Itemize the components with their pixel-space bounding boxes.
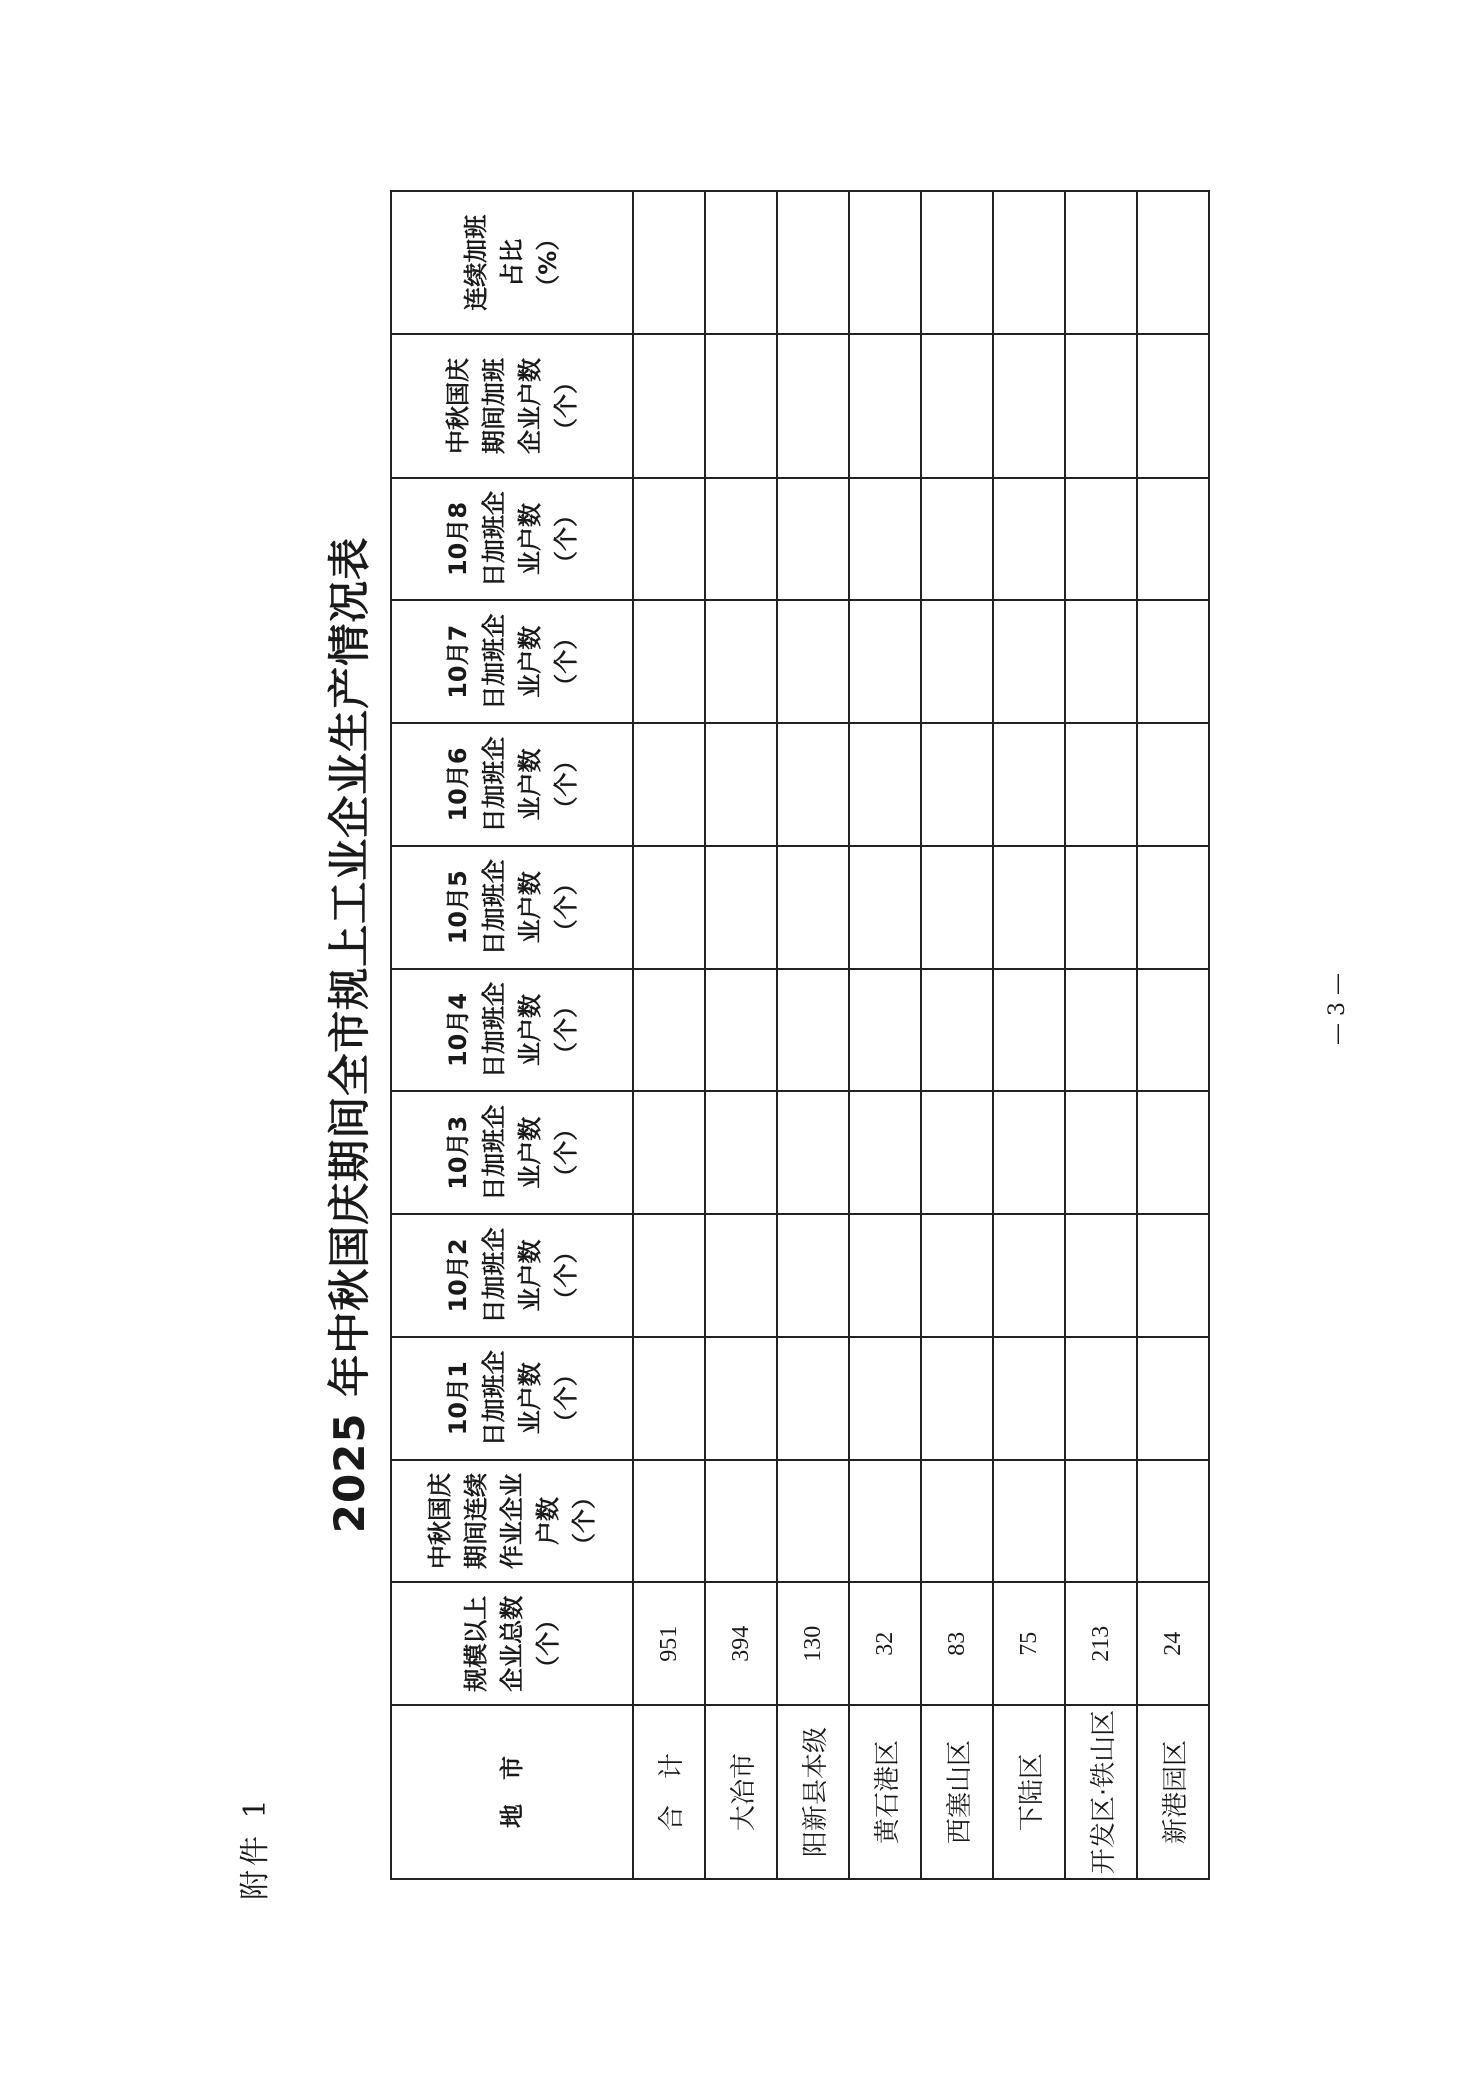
empty-cell [633, 1337, 705, 1460]
empty-cell [1137, 969, 1209, 1092]
table-row [993, 191, 1065, 1879]
empty-cell [849, 191, 921, 334]
empty-cell [705, 846, 777, 969]
empty-cell [1137, 723, 1209, 846]
empty-cell [921, 1214, 993, 1337]
empty-cell [777, 191, 849, 334]
page-number: — 3 — [1325, 973, 1350, 1045]
total-cell: 130 [777, 1582, 849, 1705]
empty-cell [993, 1460, 1065, 1583]
empty-cell [705, 1214, 777, 1337]
empty-cell [849, 969, 921, 1092]
empty-cell [1137, 600, 1209, 723]
total-cell: 75 [993, 1582, 1065, 1705]
page-title: 2025 年中秋国庆期间全市规上工业企业生产情况表 [325, 536, 374, 1534]
empty-cell [777, 334, 849, 477]
empty-cell [921, 334, 993, 477]
empty-cell [705, 600, 777, 723]
empty-cell [633, 723, 705, 846]
empty-cell [705, 191, 777, 334]
empty-cell [921, 1337, 993, 1460]
production-table [390, 190, 1210, 1880]
empty-cell [777, 1460, 849, 1583]
empty-cell [849, 1091, 921, 1214]
total-cell: 951 [633, 1582, 705, 1705]
empty-cell [921, 846, 993, 969]
empty-cell [1137, 1091, 1209, 1214]
empty-cell [705, 1460, 777, 1583]
empty-cell [921, 478, 993, 601]
empty-cell [705, 969, 777, 1092]
table-header-row [391, 191, 633, 1879]
empty-cell [1137, 846, 1209, 969]
empty-cell [849, 478, 921, 601]
header-continuous-enterprises: 中秋国庆期间连续作业企业户数（个） [391, 1460, 633, 1583]
table-row [1137, 191, 1209, 1879]
header-total-enterprises: 规模以上企业总数（个） [391, 1582, 633, 1705]
empty-cell [633, 334, 705, 477]
empty-cell [777, 478, 849, 601]
empty-cell [705, 334, 777, 477]
empty-cell [993, 478, 1065, 601]
table-row [777, 191, 849, 1879]
empty-cell [1065, 969, 1137, 1092]
empty-cell [921, 1091, 993, 1214]
empty-cell [849, 334, 921, 477]
empty-cell [633, 1214, 705, 1337]
total-cell: 32 [849, 1582, 921, 1705]
empty-cell [777, 723, 849, 846]
empty-cell [993, 191, 1065, 334]
empty-cell [1065, 600, 1137, 723]
region-cell: 合 计 [633, 1705, 705, 1879]
total-cell: 24 [1137, 1582, 1209, 1705]
empty-cell [921, 600, 993, 723]
empty-cell [1065, 1337, 1137, 1460]
empty-cell [705, 1337, 777, 1460]
empty-cell [1137, 1214, 1209, 1337]
empty-cell [849, 1460, 921, 1583]
empty-cell [993, 969, 1065, 1092]
empty-cell [633, 1460, 705, 1583]
table-row [849, 191, 921, 1879]
empty-cell [777, 600, 849, 723]
empty-cell [921, 723, 993, 846]
header-region: 地 市 [391, 1705, 633, 1879]
empty-cell [1137, 478, 1209, 601]
empty-cell [633, 478, 705, 601]
empty-cell [705, 478, 777, 601]
total-cell: 213 [1065, 1582, 1137, 1705]
header-oct3: 10月3日加班企业户数（个） [391, 1091, 633, 1214]
empty-cell [705, 723, 777, 846]
header-oct4: 10月4日加班企业户数（个） [391, 969, 633, 1092]
table-row [921, 191, 993, 1879]
empty-cell [1065, 334, 1137, 477]
empty-cell [705, 1091, 777, 1214]
header-oct8: 10月8日加班企业户数（个） [391, 478, 633, 601]
empty-cell [633, 600, 705, 723]
empty-cell [993, 1091, 1065, 1214]
empty-cell [849, 1214, 921, 1337]
empty-cell [633, 969, 705, 1092]
header-oct2: 10月2日加班企业户数（个） [391, 1214, 633, 1337]
empty-cell [849, 846, 921, 969]
region-cell: 大冶市 [705, 1705, 777, 1879]
empty-cell [1065, 723, 1137, 846]
total-cell: 83 [921, 1582, 993, 1705]
region-cell: 西塞山区 [921, 1705, 993, 1879]
empty-cell [1137, 1337, 1209, 1460]
region-cell: 下陆区 [993, 1705, 1065, 1879]
attachment-label: 附件 1 [238, 1795, 273, 1900]
empty-cell [993, 334, 1065, 477]
empty-cell [1065, 191, 1137, 334]
empty-cell [993, 846, 1065, 969]
empty-cell [849, 600, 921, 723]
empty-cell [921, 1460, 993, 1583]
empty-cell [777, 969, 849, 1092]
table-row [1065, 191, 1137, 1879]
empty-cell [1137, 334, 1209, 477]
empty-cell [849, 1337, 921, 1460]
region-cell: 阳新县本级 [777, 1705, 849, 1879]
header-oct6: 10月6日加班企业户数（个） [391, 723, 633, 846]
empty-cell [993, 1337, 1065, 1460]
empty-cell [777, 1214, 849, 1337]
empty-cell [1137, 191, 1209, 334]
header-continuous-ratio: 连续加班占比（%） [391, 191, 633, 334]
header-oct1: 10月1日加班企业户数（个） [391, 1337, 633, 1460]
header-oct7: 10月7日加班企业户数（个） [391, 600, 633, 723]
header-holiday-overtime: 中秋国庆期间加班企业户数（个） [391, 334, 633, 477]
empty-cell [633, 1091, 705, 1214]
empty-cell [1065, 1460, 1137, 1583]
empty-cell [849, 723, 921, 846]
region-cell: 黄石港区 [849, 1705, 921, 1879]
empty-cell [1065, 1214, 1137, 1337]
table-row [705, 191, 777, 1879]
table-row [633, 191, 705, 1879]
region-cell: 开发区·铁山区 [1065, 1705, 1137, 1879]
empty-cell [993, 723, 1065, 846]
empty-cell [993, 1214, 1065, 1337]
empty-cell [777, 1091, 849, 1214]
empty-cell [1137, 1460, 1209, 1583]
empty-cell [777, 846, 849, 969]
empty-cell [633, 191, 705, 334]
rotated-table-page [310, 190, 1200, 1880]
total-cell: 394 [705, 1582, 777, 1705]
region-cell: 新港园区 [1137, 1705, 1209, 1879]
empty-cell [1065, 1091, 1137, 1214]
empty-cell [993, 600, 1065, 723]
empty-cell [633, 846, 705, 969]
empty-cell [777, 1337, 849, 1460]
empty-cell [1065, 478, 1137, 601]
empty-cell [921, 191, 993, 334]
empty-cell [1065, 846, 1137, 969]
empty-cell [921, 969, 993, 1092]
header-oct5: 10月5日加班企业户数（个） [391, 846, 633, 969]
